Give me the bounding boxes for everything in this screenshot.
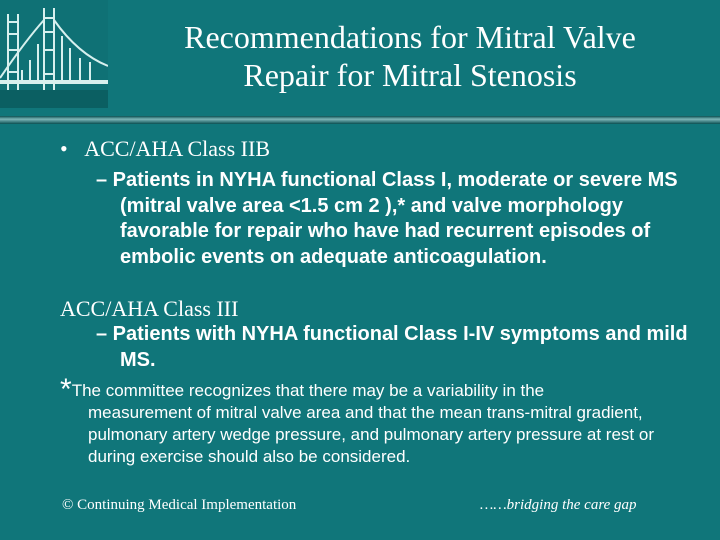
title-line-1: Recommendations for Mitral Valve bbox=[184, 19, 636, 55]
footnote-first-line: The committee recognizes that there may be a variability in the bbox=[71, 381, 545, 400]
class-iib-heading bbox=[60, 136, 270, 162]
footnote bbox=[60, 373, 680, 468]
footer-tagline: ……bridging the care gap bbox=[480, 497, 637, 513]
footnote-asterisk: * bbox=[60, 373, 72, 406]
footnote-rest: measurement of mitral valve area and that the mean trans-mitral gradient, pulmonary artery wedge pressure, and pulmonary artery pressure at rest or during exercise should also be considered. bbox=[88, 403, 654, 466]
class-iib-item-text: – Patients in NYHA functional Class I, moderate or severe MS (mitral valve area <1.5 cm 2 ),* and valve morphology favorable for repair who have had recurrent episodes of embolic events on adequate anticoagulation. bbox=[96, 169, 678, 268]
bullet-dot: • bbox=[60, 136, 68, 161]
class-iii-item-text: – Patients with NYHA functional Class I-IV symptoms and mild MS. bbox=[96, 323, 688, 371]
class-iii-heading: ACC/AHA Class III bbox=[60, 296, 239, 321]
class-iib-item bbox=[96, 168, 706, 270]
footer-copyright: © Continuing Medical Implementation bbox=[62, 497, 297, 513]
class-iib-label: ACC/AHA Class IIB bbox=[84, 136, 270, 161]
class-iii-item bbox=[96, 322, 706, 373]
title-line-2: Repair for Mitral Stenosis bbox=[243, 57, 577, 93]
